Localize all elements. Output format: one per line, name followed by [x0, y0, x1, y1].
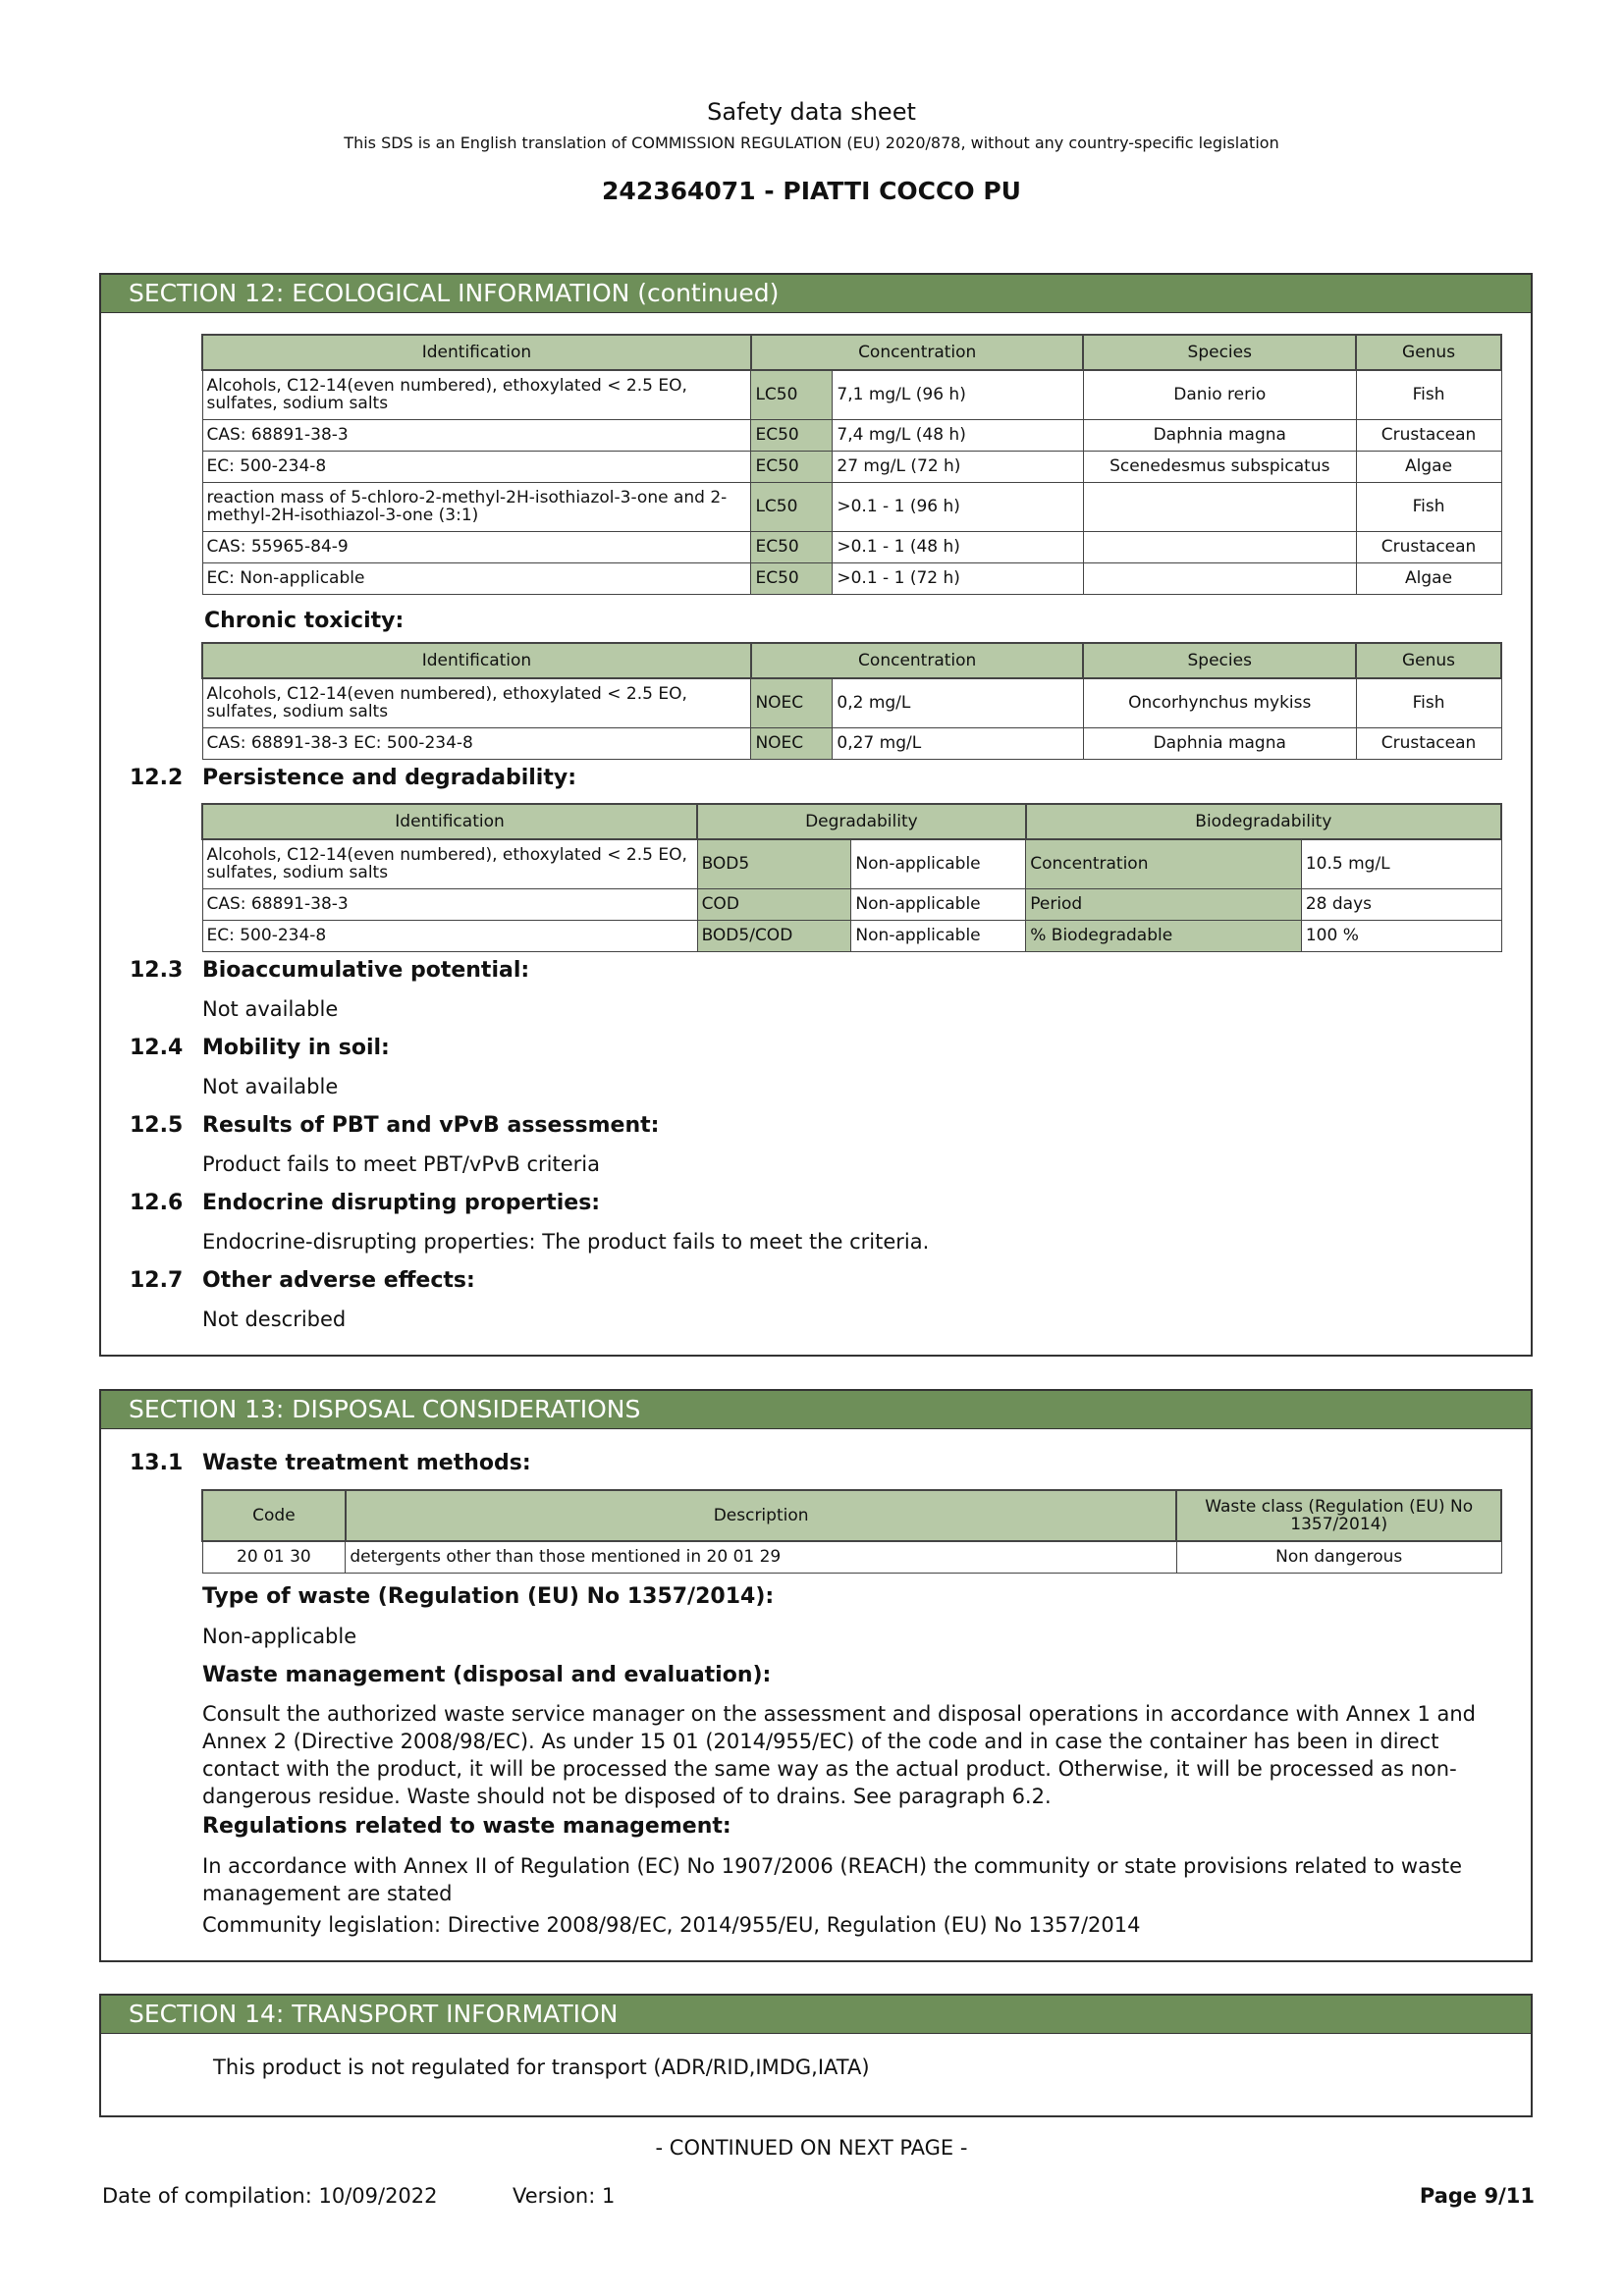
regulations-title: Regulations related to waste management: — [202, 1814, 731, 1839]
cell-type: EC50 — [751, 419, 833, 451]
cell-genus: Crustacean — [1356, 419, 1501, 451]
table-row — [202, 727, 1501, 759]
version: Version: 1 — [513, 2184, 616, 2208]
table-row — [202, 1541, 1501, 1573]
table-row — [202, 888, 1501, 920]
continued-note: - CONTINUED ON NEXT PAGE - — [655, 2136, 968, 2160]
section-13-heading: SECTION 13: DISPOSAL CONSIDERATIONS — [101, 1391, 1531, 1429]
table-row — [202, 419, 1501, 451]
col-species: Species — [1083, 335, 1356, 370]
cell-waste-class: Non dangerous — [1176, 1541, 1501, 1573]
cell-biodegr-value: 28 days — [1301, 888, 1501, 920]
subsection-title: Endocrine disrupting properties: — [202, 1191, 601, 1215]
cell-type: LC50 — [751, 370, 833, 419]
page-number: Page 9/11 — [1419, 2184, 1535, 2208]
subsection-text: Not described — [202, 1308, 347, 1331]
cell-biodegr-label: % Biodegradable — [1026, 920, 1302, 951]
cell-value: >0.1 - 1 (48 h) — [833, 531, 1084, 562]
col-concentration: Concentration — [751, 643, 1083, 678]
subsection-title: Bioaccumulative potential: — [202, 958, 530, 983]
cell-genus: Fish — [1356, 482, 1501, 531]
subsection-title: Results of PBT and vPvB assessment: — [202, 1113, 660, 1138]
chronic-toxicity-table — [201, 642, 1502, 760]
cell-identification: CAS: 68891-38-3 EC: 500-234-8 — [202, 727, 751, 759]
col-identification: Identification — [202, 804, 697, 839]
cell-type: NOEC — [751, 678, 833, 727]
table-row — [202, 370, 1501, 419]
subsection-number: 12.4 — [130, 1036, 184, 1060]
cell-genus: Crustacean — [1356, 531, 1501, 562]
subsection-number: 13.1 — [130, 1451, 184, 1475]
type-of-waste-text: Non-applicable — [202, 1625, 357, 1648]
cell-identification: CAS: 55965-84-9 — [202, 531, 751, 562]
cell-identification: EC: Non-applicable — [202, 562, 751, 594]
cell-type: EC50 — [751, 531, 833, 562]
col-genus: Genus — [1356, 643, 1501, 678]
waste-management-text: Consult the authorized waste service manager on the assessment and disposal operations in accordance with Annex 1 and Annex 2 (Directive 2008/98/EC). As under 15 01 (2014/955/EC) of the code and in case the container has been in direct contact with the product, it will be processed the same way as the actual product. Otherwise, it will be processed as non-dangerous residue. Waste should not be disposed of to drains. See paragraph 6.2. — [202, 1702, 1477, 1808]
type-of-waste-title: Type of waste (Regulation (EU) No 1357/2014): — [202, 1584, 775, 1609]
cell-genus: Algae — [1356, 562, 1501, 594]
cell-degr-value: Non-applicable — [851, 888, 1026, 920]
date-of-compilation: Date of compilation: 10/09/2022 — [102, 2184, 438, 2208]
subsection-title: Other adverse effects: — [202, 1268, 475, 1293]
cell-type: EC50 — [751, 562, 833, 594]
cell-type: LC50 — [751, 482, 833, 531]
cell-value: >0.1 - 1 (96 h) — [833, 482, 1084, 531]
cell-identification: Alcohols, C12-14(even numbered), ethoxylated < 2.5 EO, sulfates, sodium salts — [202, 678, 751, 727]
degradability-table — [201, 803, 1502, 952]
cell-species — [1083, 482, 1356, 531]
cell-species — [1083, 531, 1356, 562]
subsection-number: 12.5 — [130, 1113, 184, 1138]
cell-value: 27 mg/L (72 h) — [833, 451, 1084, 482]
cell-value: 0,2 mg/L — [833, 678, 1084, 727]
cell-identification: CAS: 68891-38-3 — [202, 888, 697, 920]
cell-species: Scenedesmus subspicatus — [1083, 451, 1356, 482]
section-12-heading: SECTION 12: ECOLOGICAL INFORMATION (continued) — [101, 275, 1531, 313]
subsection-text: Not available — [202, 1075, 339, 1098]
product-name: 242364071 - PIATTI COCCO PU — [602, 177, 1021, 205]
cell-value: 7,4 mg/L (48 h) — [833, 419, 1084, 451]
subsection-number: 12.7 — [130, 1268, 184, 1293]
table-row — [202, 562, 1501, 594]
col-degradability: Degradability — [697, 804, 1026, 839]
table-row — [202, 678, 1501, 727]
subsection-title: Persistence and degradability: — [202, 766, 576, 790]
subsection-title: Mobility in soil: — [202, 1036, 390, 1060]
subsection-number: 12.3 — [130, 958, 184, 983]
subsection-number: 12.2 — [130, 766, 184, 790]
col-waste-class: Waste class (Regulation (EU) No 1357/2014) — [1176, 1490, 1501, 1541]
cell-value: 0,27 mg/L — [833, 727, 1084, 759]
cell-identification: reaction mass of 5-chloro-2-methyl-2H-isothiazol-3-one and 2-methyl-2H-isothiazol-3-one (3:1) — [202, 482, 751, 531]
subsection-text: Endocrine-disrupting properties: The product fails to meet the criteria. — [202, 1230, 930, 1254]
regulations-text: In accordance with Annex II of Regulation (EC) No 1907/2006 (REACH) the community or state provisions related to waste management are stated — [202, 1854, 1463, 1905]
col-description: Description — [346, 1490, 1177, 1541]
cell-value: >0.1 - 1 (72 h) — [833, 562, 1084, 594]
document-subtitle: This SDS is an English translation of COMMISSION REGULATION (EU) 2020/878, without any country-specific legislation — [344, 133, 1279, 152]
cell-type: EC50 — [751, 451, 833, 482]
cell-biodegr-value: 10.5 mg/L — [1301, 839, 1501, 888]
transport-text: This product is not regulated for transport (ADR/RID,IMDG,IATA) — [213, 2056, 870, 2079]
table-row — [202, 839, 1501, 888]
cell-degr-value: Non-applicable — [851, 839, 1026, 888]
cell-description: detergents other than those mentioned in 20 01 29 — [346, 1541, 1177, 1573]
cell-biodegr-label: Concentration — [1026, 839, 1302, 888]
cell-identification: CAS: 68891-38-3 — [202, 419, 751, 451]
cell-identification: EC: 500-234-8 — [202, 451, 751, 482]
table-row — [202, 920, 1501, 951]
cell-identification: Alcohols, C12-14(even numbered), ethoxylated < 2.5 EO, sulfates, sodium salts — [202, 839, 697, 888]
cell-genus: Crustacean — [1356, 727, 1501, 759]
cell-genus: Algae — [1356, 451, 1501, 482]
cell-species: Oncorhynchus mykiss — [1083, 678, 1356, 727]
table-row — [202, 482, 1501, 531]
cell-degr-value: Non-applicable — [851, 920, 1026, 951]
cell-species: Daphnia magna — [1083, 727, 1356, 759]
cell-genus: Fish — [1356, 678, 1501, 727]
cell-genus: Fish — [1356, 370, 1501, 419]
cell-degr-label: BOD5/COD — [697, 920, 851, 951]
cell-species: Danio rerio — [1083, 370, 1356, 419]
table-row — [202, 451, 1501, 482]
col-identification: Identification — [202, 643, 751, 678]
subsection-title: Waste treatment methods: — [202, 1451, 531, 1475]
cell-species: Daphnia magna — [1083, 419, 1356, 451]
col-biodegradability: Biodegradability — [1026, 804, 1501, 839]
subsection-number: 12.6 — [130, 1191, 184, 1215]
table-row — [202, 531, 1501, 562]
waste-management-title: Waste management (disposal and evaluation): — [202, 1663, 772, 1687]
col-concentration: Concentration — [751, 335, 1083, 370]
community-legislation-text: Community legislation: Directive 2008/98/EC, 2014/955/EU, Regulation (EU) No 1357/2014 — [202, 1913, 1141, 1937]
cell-type: NOEC — [751, 727, 833, 759]
col-species: Species — [1083, 643, 1356, 678]
subsection-text: Product fails to meet PBT/vPvB criteria — [202, 1152, 600, 1176]
cell-degr-label: BOD5 — [697, 839, 851, 888]
cell-identification: Alcohols, C12-14(even numbered), ethoxylated < 2.5 EO, sulfates, sodium salts — [202, 370, 751, 419]
waste-code-table — [201, 1489, 1502, 1574]
chronic-toxicity-label: Chronic toxicity: — [204, 609, 405, 633]
cell-biodegr-value: 100 % — [1301, 920, 1501, 951]
col-identification: Identification — [202, 335, 751, 370]
section-14-heading: SECTION 14: TRANSPORT INFORMATION — [101, 1996, 1531, 2034]
acute-toxicity-table — [201, 334, 1502, 595]
cell-biodegr-label: Period — [1026, 888, 1302, 920]
col-genus: Genus — [1356, 335, 1501, 370]
cell-value: 7,1 mg/L (96 h) — [833, 370, 1084, 419]
cell-identification: EC: 500-234-8 — [202, 920, 697, 951]
document-title: Safety data sheet — [707, 98, 916, 126]
cell-degr-label: COD — [697, 888, 851, 920]
cell-code: 20 01 30 — [202, 1541, 346, 1573]
cell-species — [1083, 562, 1356, 594]
subsection-text: Not available — [202, 997, 339, 1021]
col-code: Code — [202, 1490, 346, 1541]
